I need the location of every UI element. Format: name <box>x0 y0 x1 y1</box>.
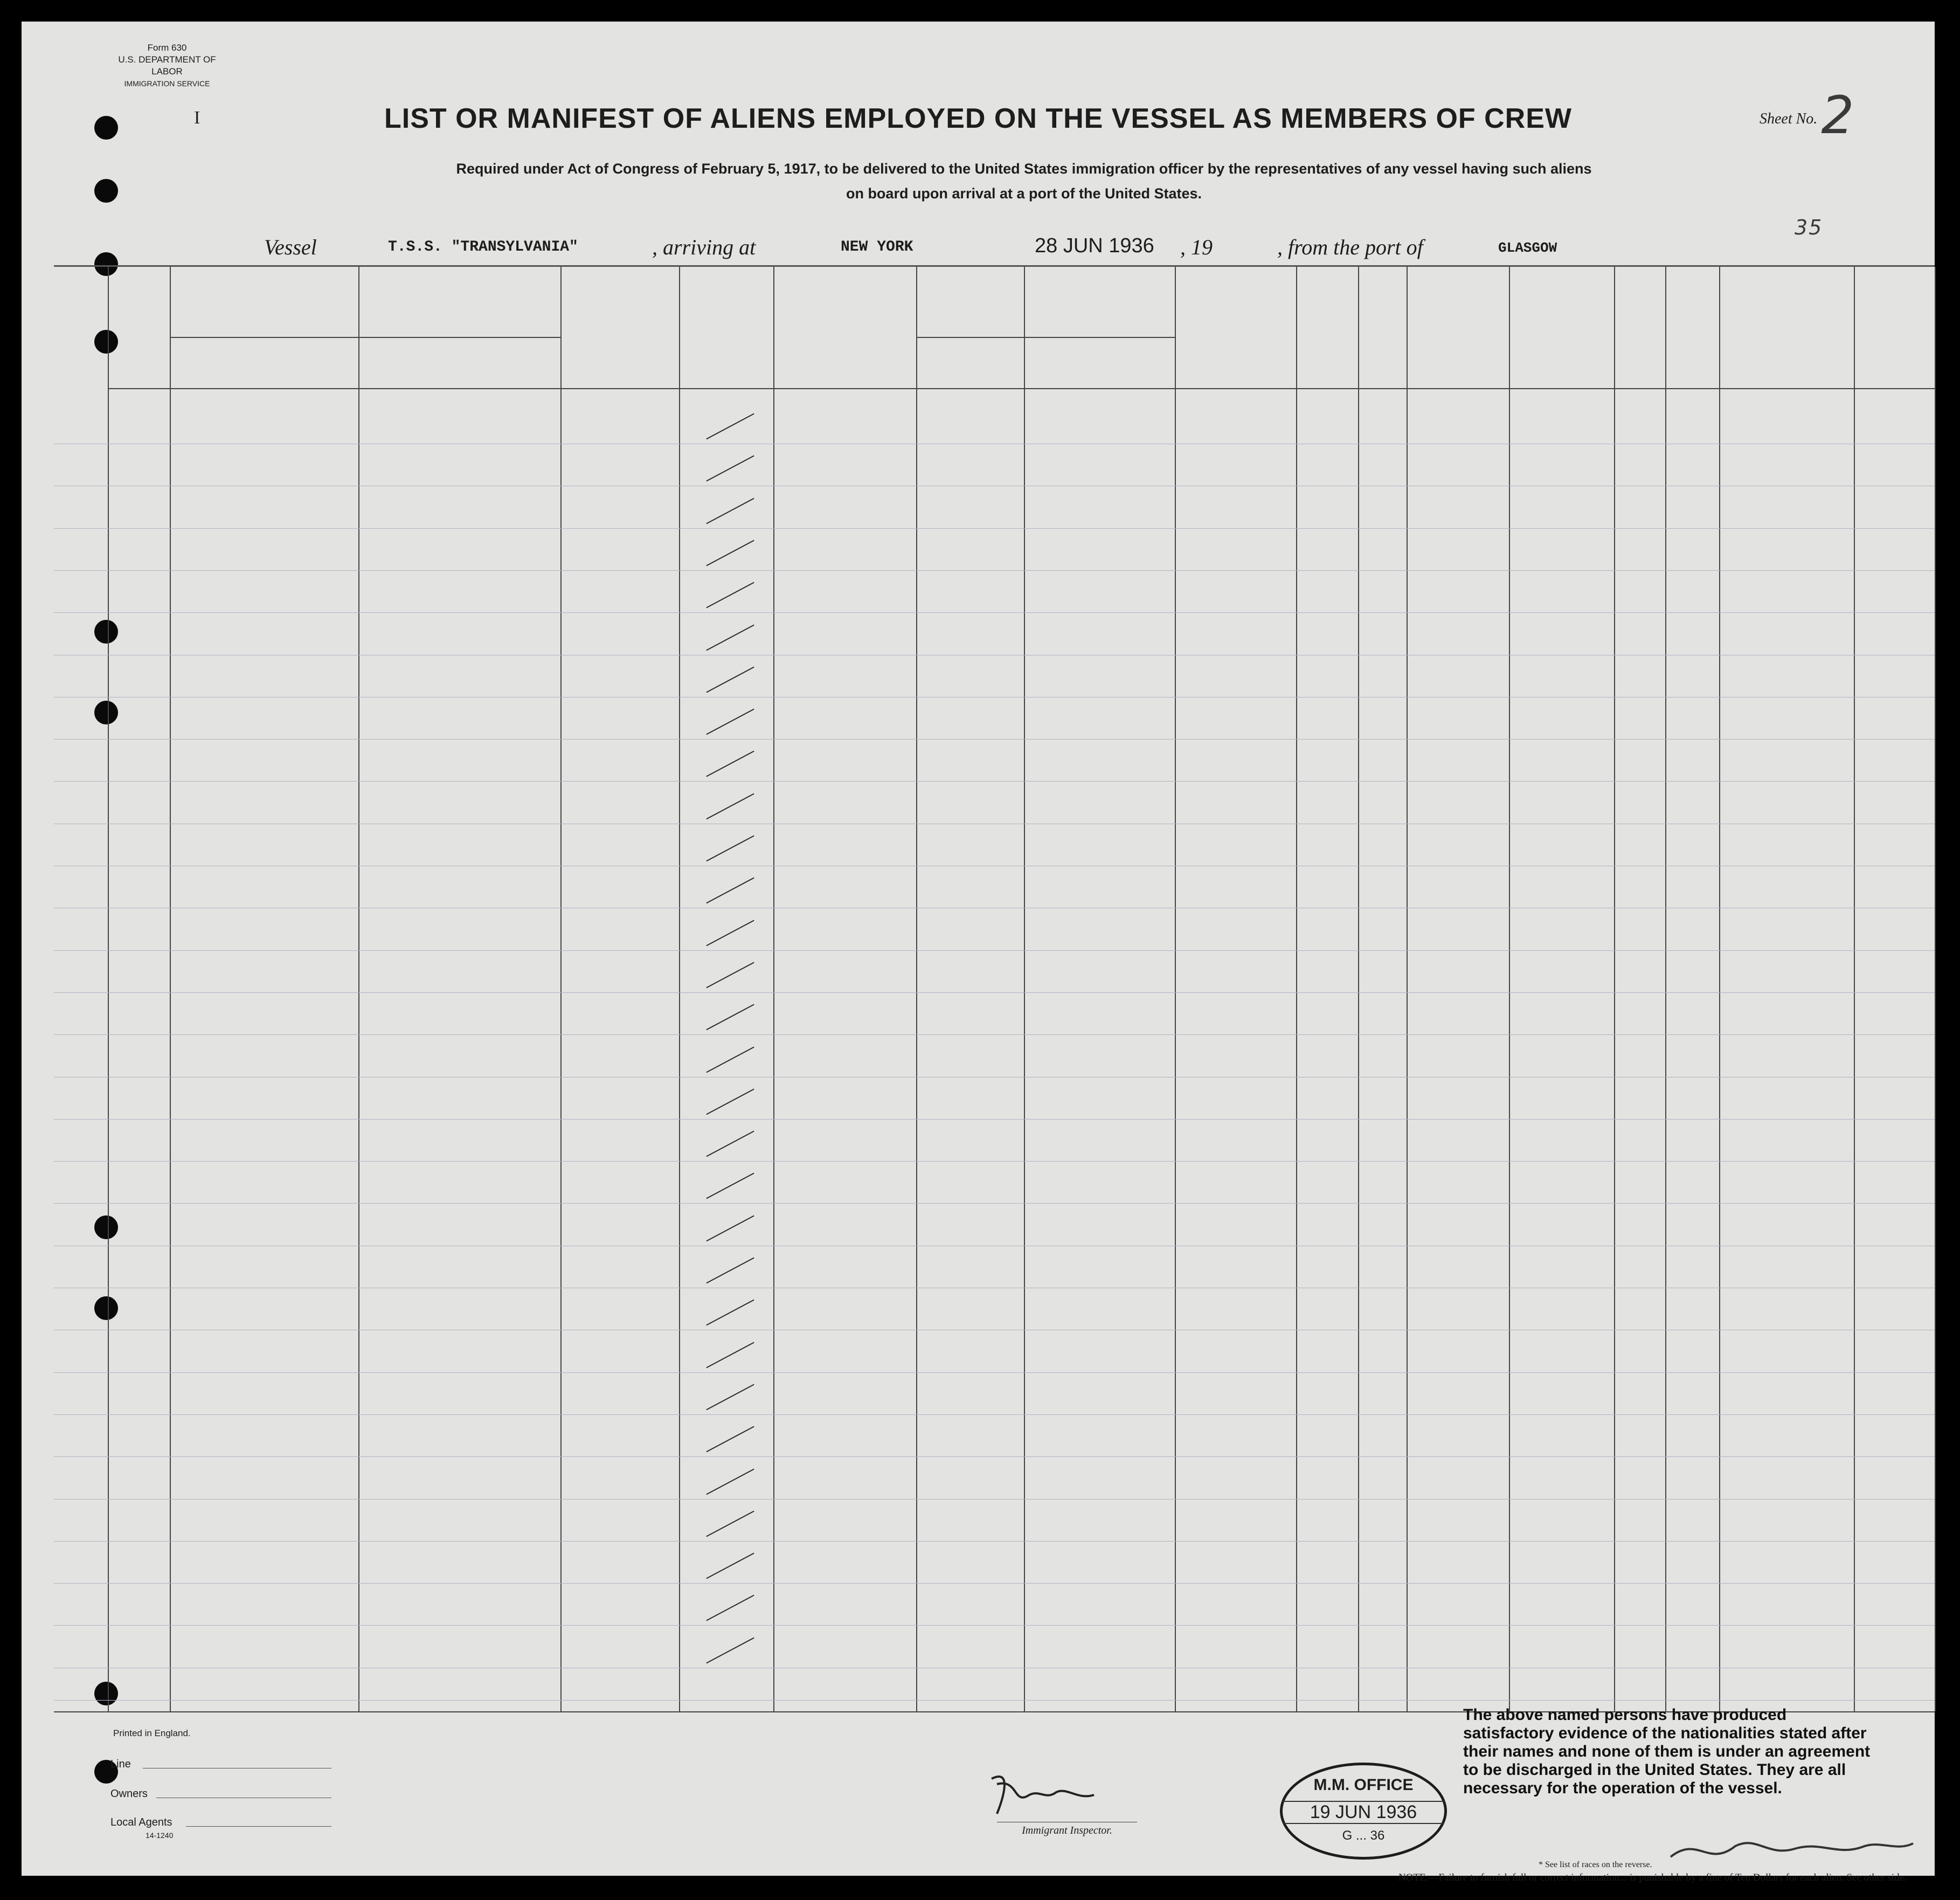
column-rule <box>773 267 774 1711</box>
sheet-label: Sheet No. <box>1760 110 1818 127</box>
length-service-mark <box>706 1131 754 1157</box>
department: U.S. DEPARTMENT OF LABOR <box>118 54 216 77</box>
subtitle <box>302 156 1746 206</box>
column-rule <box>358 267 359 1711</box>
vessel-row <box>264 234 1827 267</box>
length-service-mark <box>706 540 754 566</box>
page-number: 35 <box>1795 216 1823 239</box>
column-rule <box>560 267 562 1711</box>
length-service-mark <box>706 1258 754 1284</box>
vessel-label: Vessel <box>264 235 317 259</box>
column-rule <box>1854 267 1855 1711</box>
punch-hole <box>94 179 118 203</box>
subtitle-line-1: Required under Act of Congress of February 5, 1917, to be delivered to the United States immigration officer by the representatives of any vessel having such aliens <box>456 161 1592 177</box>
length-service-mark <box>706 1215 754 1242</box>
shipped-divider <box>1024 337 1025 1711</box>
form-header <box>102 42 232 89</box>
local-agents-field <box>186 1826 331 1827</box>
length-service-mark <box>706 751 754 777</box>
row-rule <box>54 1456 1935 1457</box>
row-rule <box>54 1583 1935 1584</box>
row-rule <box>54 1203 1935 1204</box>
length-service-mark <box>706 1638 754 1664</box>
column-rule <box>1358 267 1359 1711</box>
column-rule <box>916 267 917 1711</box>
length-service-mark <box>706 1173 754 1199</box>
manifest-sheet <box>22 22 1935 1883</box>
asterisk-note: * See list of races on the reverse. <box>1539 1860 1652 1869</box>
year-label: , 19 <box>1180 235 1213 259</box>
from-label: , from the port of <box>1277 235 1423 259</box>
stamp-top: M.M. OFFICE <box>1313 1776 1414 1794</box>
length-service-mark <box>706 1342 754 1369</box>
punch-hole <box>94 620 118 644</box>
row-rule <box>54 1161 1935 1162</box>
from-port: GLASGOW <box>1498 240 1557 256</box>
row-rule <box>54 781 1935 782</box>
length-service-mark <box>706 793 754 820</box>
column-rule <box>170 267 171 1711</box>
row-rule <box>54 1700 1935 1701</box>
row-rule <box>54 1625 1935 1626</box>
form-code: 14-1240 <box>146 1831 174 1840</box>
penalty-note: NOTE.—Failure to furnish full or correct information... is punishable by a fine of Ten Dollars for each alien. See other side. <box>1398 1872 1907 1883</box>
row-rule <box>54 992 1935 993</box>
row-rule <box>54 528 1935 529</box>
row-rule <box>54 739 1935 740</box>
length-service-mark <box>706 709 754 735</box>
row-rule <box>54 1414 1935 1415</box>
stamp-bottom: G ... 36 <box>1342 1828 1385 1843</box>
length-service-mark <box>706 1004 754 1031</box>
length-service-mark <box>706 1300 754 1326</box>
punch-hole <box>94 1215 118 1239</box>
column-rule <box>1665 267 1666 1711</box>
row-rule <box>54 570 1935 571</box>
column-rule <box>1935 267 1936 1711</box>
shipped-subrule <box>916 337 1175 338</box>
column-rule <box>1175 267 1176 1711</box>
header-bottom-rule <box>108 388 1935 389</box>
length-service-mark <box>706 1511 754 1537</box>
row-rule <box>54 950 1935 951</box>
punch-hole <box>94 330 118 354</box>
line-label: Line <box>110 1758 131 1770</box>
stamp-date: 19 JUN 1936 <box>1283 1801 1444 1824</box>
length-service-mark <box>706 1595 754 1621</box>
length-service-mark <box>706 1047 754 1073</box>
row-rule <box>54 1372 1935 1373</box>
row-rule <box>54 612 1935 613</box>
length-service-mark <box>706 582 754 609</box>
corner-mark: I <box>194 108 200 128</box>
punch-hole <box>94 1682 118 1705</box>
length-service-mark <box>706 1426 754 1453</box>
length-service-mark <box>706 1469 754 1495</box>
length-service-mark <box>706 1089 754 1115</box>
column-rule <box>1407 267 1408 1711</box>
name-subrule <box>170 337 560 338</box>
column-rule <box>1614 267 1615 1711</box>
punch-hole <box>94 701 118 724</box>
length-service-mark <box>706 625 754 651</box>
punch-hole <box>94 1296 118 1320</box>
inspector-label: Immigrant Inspector. <box>1022 1825 1112 1836</box>
length-service-mark <box>706 1553 754 1579</box>
row-rule <box>54 1034 1935 1035</box>
local-agents-label: Local Agents <box>110 1816 172 1828</box>
subtitle-line-2: on board upon arrival at a port of the United States. <box>846 185 1202 202</box>
vessel-name: T.S.S. "TRANSYLVANIA" <box>388 239 578 255</box>
length-service-mark <box>706 1384 754 1411</box>
punch-hole <box>94 252 118 276</box>
row-rule <box>54 1119 1935 1120</box>
length-service-mark <box>706 920 754 946</box>
date-stamp: 28 JUN 1936 <box>1035 234 1154 257</box>
owners-label: Owners <box>110 1788 148 1800</box>
length-service-mark <box>706 413 754 440</box>
row-rule <box>54 1499 1935 1500</box>
certification-text: The above named persons have produced satisfactory evidence of the nationalities stated after their names and none of them is under an agreement to be discharged in the United States. They are all necessary for the operation of the vessel. <box>1463 1706 1871 1797</box>
length-service-mark <box>706 667 754 693</box>
length-service-mark <box>706 962 754 989</box>
header-rule <box>54 265 1935 267</box>
sheet-value: 2 <box>1821 85 1855 146</box>
page-title: LIST OR MANIFEST OF ALIENS EMPLOYED ON THE VESSEL AS MEMBERS OF CREW <box>384 103 1572 134</box>
column-rule <box>1296 267 1297 1711</box>
length-service-mark <box>706 498 754 524</box>
arriving-label: , arriving at <box>652 235 756 259</box>
column-rule <box>679 267 680 1711</box>
row-rule <box>54 1541 1935 1542</box>
column-rule <box>108 267 109 1711</box>
footnote <box>1398 1858 1910 1884</box>
length-service-mark <box>706 878 754 904</box>
length-service-mark <box>706 835 754 862</box>
inspector-signature <box>981 1763 1105 1822</box>
form-number: Form 630 <box>147 43 187 53</box>
column-rule <box>1509 267 1510 1711</box>
length-service-mark <box>706 455 754 482</box>
column-rule <box>1719 267 1720 1711</box>
mm-office-stamp <box>1280 1763 1447 1860</box>
printed-in: Printed in England. <box>113 1728 191 1738</box>
service: IMMIGRATION SERVICE <box>124 79 210 88</box>
arriving-port: NEW YORK <box>841 239 913 255</box>
